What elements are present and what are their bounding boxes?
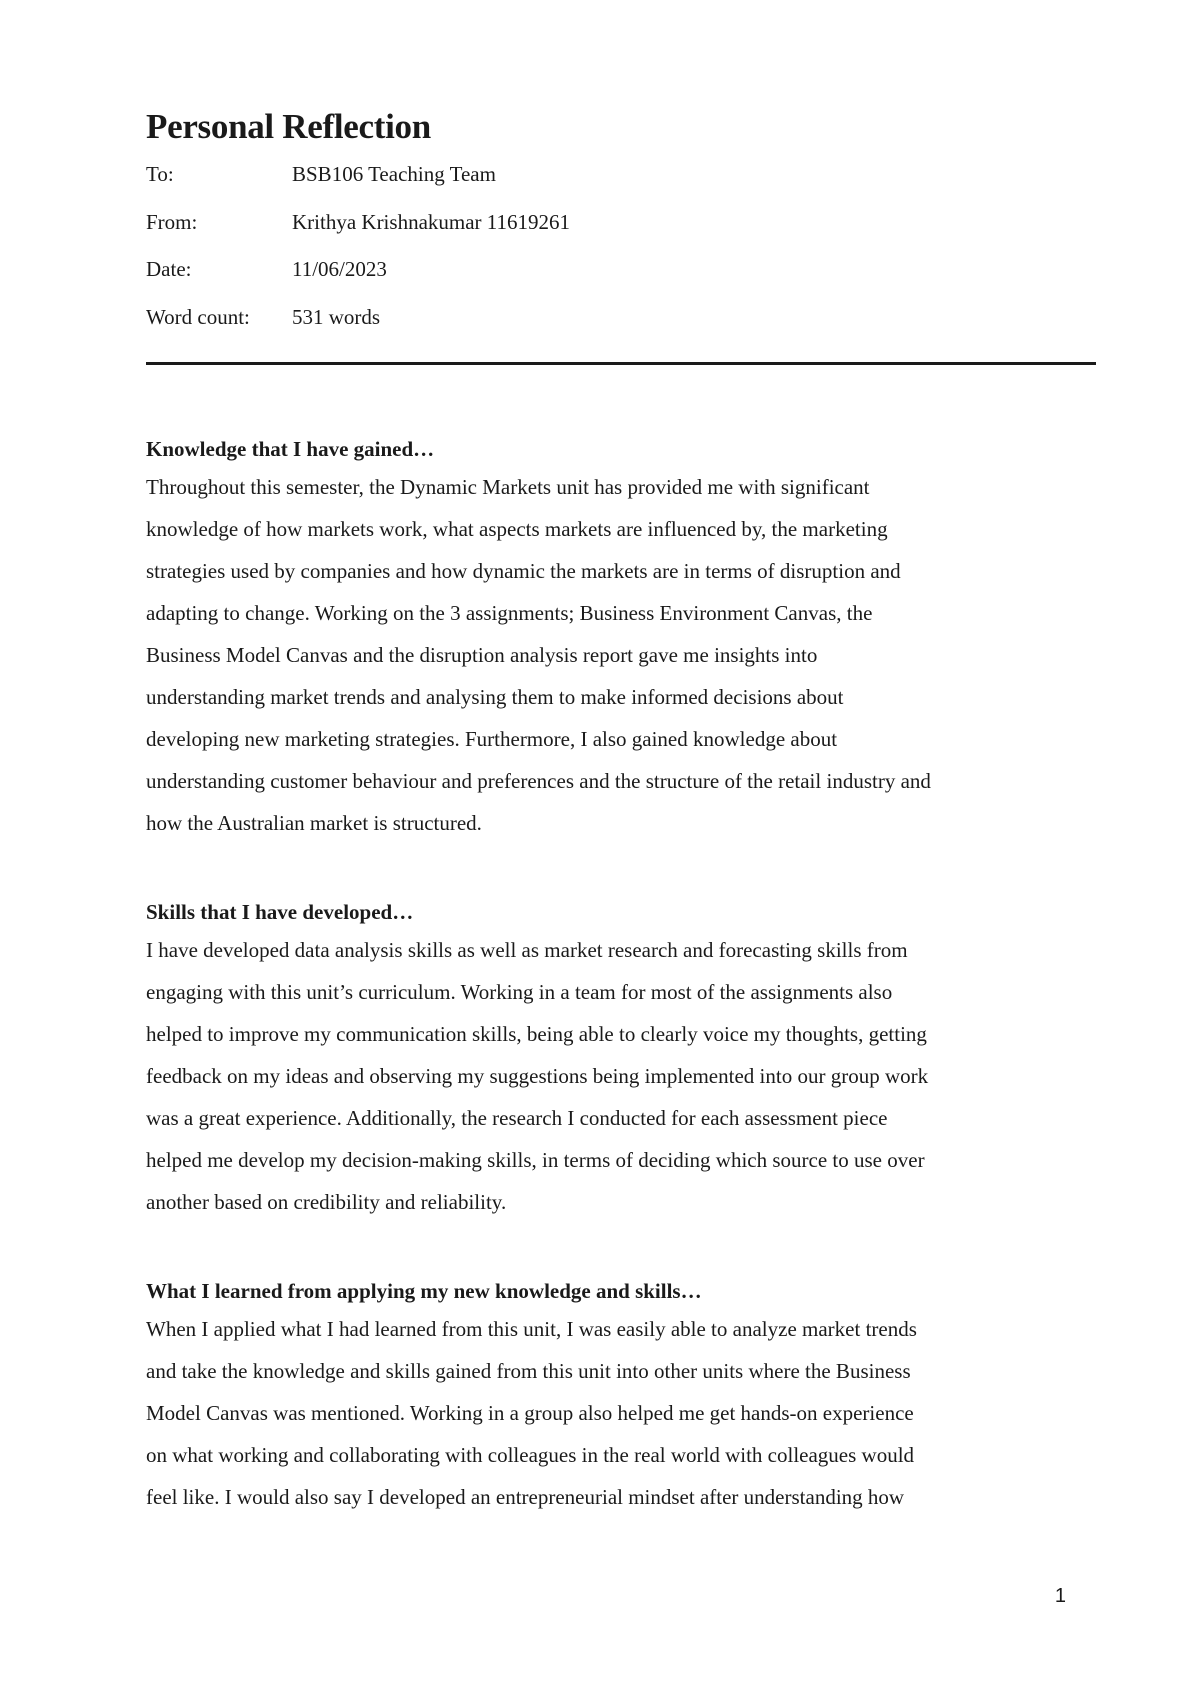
paragraph-line: helped to improve my communication skills, being able to clearly voice my thoughts, getting (146, 1022, 927, 1046)
paragraph-line: Throughout this semester, the Dynamic Markets unit has provided me with significant (146, 475, 870, 499)
memo-value: 11/06/2023 (292, 257, 387, 281)
memo-row-to (146, 160, 1046, 208)
paragraph-line: developing new marketing strategies. Furthermore, I also gained knowledge about (146, 727, 838, 751)
paragraph-line: was a great experience. Additionally, the research I conducted for each assessment piece (146, 1106, 888, 1130)
paragraph-line: understanding customer behaviour and preferences and the structure of the retail industry and (146, 769, 931, 793)
memo-value: 531 words (292, 304, 381, 329)
memo-row-from (146, 208, 1046, 256)
paragraph-line: strategies used by companies and how dynamic the markets are in terms of disruption and (146, 559, 901, 583)
header-divider (146, 362, 1096, 365)
paragraph-line: I have developed data analysis skills as well as market research and forecasting skills from (146, 938, 908, 962)
paragraph-line: knowledge of how markets work, what aspects markets are influenced by, the marketing (146, 517, 888, 541)
paragraph-line: Business Model Canvas and the disruption analysis report gave me insights into (146, 643, 818, 667)
page-number: 1 (1054, 1585, 1066, 1607)
memo-header (146, 160, 1046, 350)
section-heading: What I learned from applying my new knowledge and skills… (146, 1279, 702, 1303)
paragraph-line: helped me develop my decision-making skills, in terms of deciding which source to use over (146, 1148, 925, 1172)
paragraph-line: understanding market trends and analysing them to make informed decisions about (146, 685, 844, 709)
paragraph-line: Model Canvas was mentioned. Working in a group also helped me get hands-on experience (146, 1401, 914, 1425)
memo-row-date (146, 255, 1046, 303)
paragraph-line: engaging with this unit’s curriculum. Working in a team for most of the assignments also (146, 980, 893, 1004)
paragraph-line: how the Australian market is structured. (146, 811, 482, 835)
paragraph-line: on what working and collaborating with colleagues in the real world with colleagues would (146, 1443, 915, 1467)
page-title: Personal Reflection (146, 107, 431, 146)
memo-value: Krithya Krishnakumar 11619261 (292, 209, 571, 234)
memo-label: Word count: (146, 304, 250, 329)
memo-label: From: (146, 209, 198, 234)
memo-label: Date: (146, 257, 192, 281)
paragraph-line: feel like. I would also say I developed an entrepreneurial mindset after understanding how (146, 1485, 905, 1509)
paragraph-line: another based on credibility and reliability. (146, 1190, 507, 1214)
paragraph-line: adapting to change. Working on the 3 assignments; Business Environment Canvas, the (146, 601, 873, 625)
section-skills (146, 898, 1076, 1230)
paragraph-line: and take the knowledge and skills gained from this unit into other units where the Business (146, 1359, 911, 1383)
section-heading: Skills that I have developed… (146, 900, 414, 924)
section-heading: Knowledge that I have gained… (146, 437, 435, 461)
section-applying (146, 1277, 1076, 1525)
section-knowledge (146, 435, 1076, 851)
memo-row-word-count (146, 303, 1046, 351)
paragraph-line: When I applied what I had learned from this unit, I was easily able to analyze market trends (146, 1317, 917, 1341)
paragraph-line: feedback on my ideas and observing my suggestions being implemented into our group work (146, 1064, 929, 1088)
memo-label: To: (146, 162, 174, 186)
memo-value: BSB106 Teaching Team (292, 162, 496, 186)
